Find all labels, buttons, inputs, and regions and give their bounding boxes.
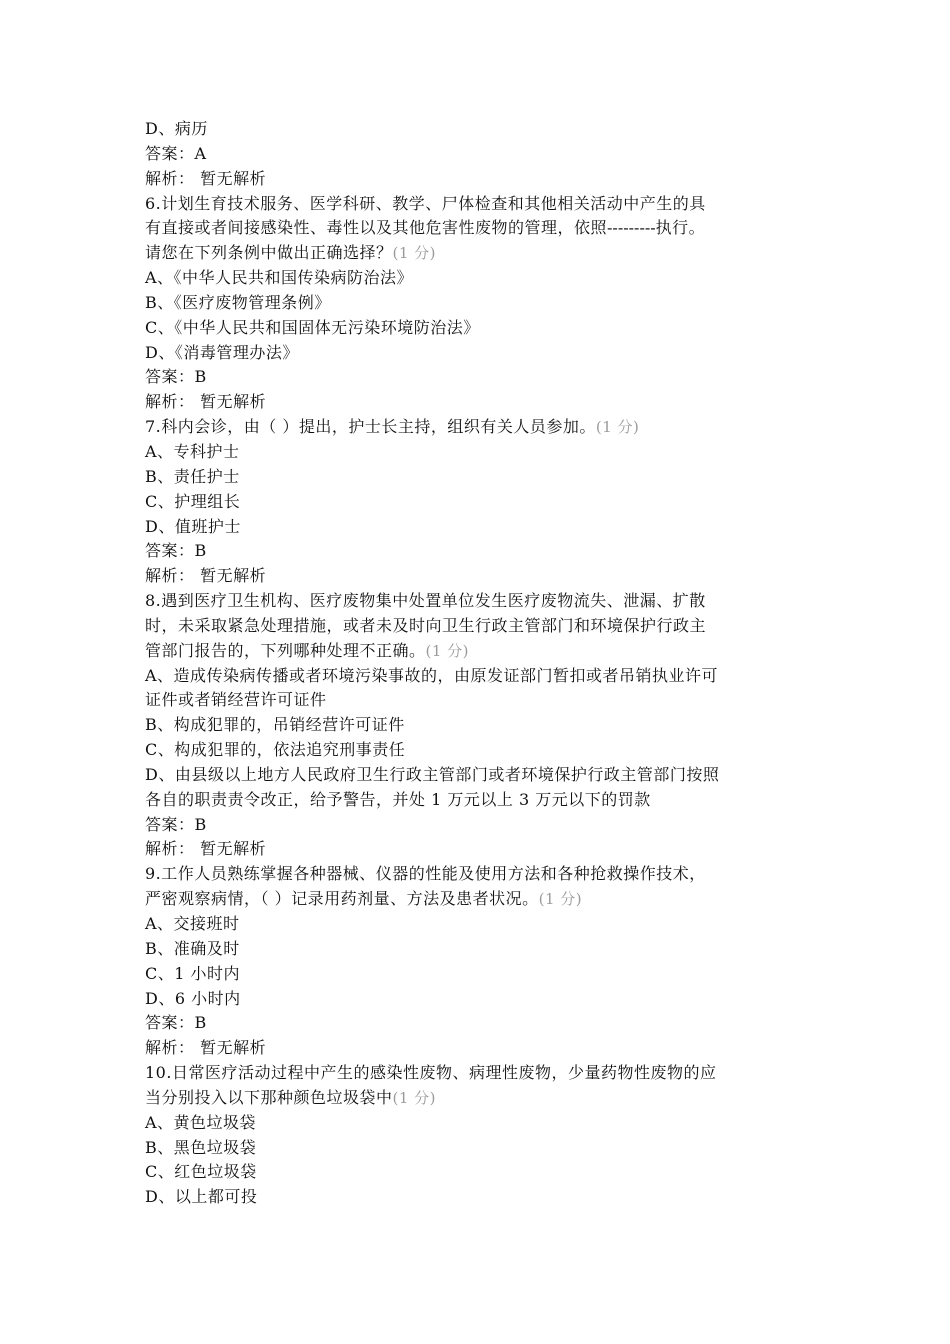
q8-score: (1 分) [425, 641, 470, 660]
q8-option-d-line2: 各自的职责责令改正，给予警告，并处 1 万元以上 3 万元以下的罚款 [145, 789, 651, 809]
q7-answer: 答案：B [145, 541, 207, 561]
q9-option-d: D、6 小时内 [145, 988, 241, 1008]
q8-stem-text3: 管部门报告的，下列哪种处理不正确。 [145, 640, 426, 660]
q6-stem-end: 执行。 [655, 218, 706, 238]
prev-answer: 答案：A [145, 143, 207, 163]
q10-option-a: A、黄色垃圾袋 [145, 1112, 257, 1132]
q10-stem-line1: 10.日常医疗活动过程中产生的感染性废物、病理性废物，少量药物性废物的应 [145, 1063, 717, 1083]
q7-stem [145, 415, 835, 440]
q9-stem-text2: 严密观察病情，（ ）记录用药剂量、方法及患者状况。 [145, 889, 539, 909]
q6-option-b: B、《医疗废物管理条例》 [145, 292, 331, 312]
q8-option-a-line1: A、造成传染病传播或者环境污染事故的，由原发证部门暂扣或者吊销执业许可 [145, 665, 719, 685]
q7-option-d: D、值班护士 [145, 516, 241, 536]
document-page [145, 117, 835, 1210]
q6-option-c: C、《中华人民共和国固体无污染环境防治法》 [145, 317, 480, 337]
q10-option-b: B、黑色垃圾袋 [145, 1137, 257, 1157]
q6-stem-text3: 请您在下列条例中做出正确选择？ [145, 243, 393, 263]
q9-option-c: C、1 小时内 [145, 963, 241, 983]
q7-score: (1 分) [595, 418, 640, 437]
q10-option-c: C、红色垃圾袋 [145, 1162, 257, 1182]
q8-option-a-line2: 证件或者销经营许可证件 [145, 690, 327, 710]
q9-option-a: A、交接班时 [145, 914, 240, 933]
q7-analysis: 解析： 暂无解析 [145, 566, 267, 586]
q8-answer: 答案：B [145, 814, 207, 834]
q8-stem-line3 [145, 639, 835, 664]
q8-analysis: 解析： 暂无解析 [145, 839, 267, 859]
q6-option-a: A、《中华人民共和国传染病防治法》 [145, 268, 414, 288]
q9-answer: 答案：B [145, 1013, 207, 1033]
q9-score: (1 分) [538, 890, 583, 909]
q8-stem-line2: 时，未采取紧急处理措施，或者未及时向卫生行政主管部门和环境保护行政主 [145, 615, 707, 635]
q10-stem-line2 [145, 1086, 835, 1111]
q9-option-b: B、准确及时 [145, 938, 240, 958]
q6-stem-line3 [145, 241, 835, 266]
q6-blank: --------- [607, 218, 656, 238]
q6-stem-line2 [145, 216, 835, 241]
q6-stem-line1: 6.计划生育技术服务、医学科研、教学、尸体检查和其他相关活动中产生的具 [145, 193, 706, 213]
q9-stem-line1: 9.工作人员熟练掌握各种器械、仪器的性能及使用方法和各种抢救操作技术， [145, 864, 706, 884]
q8-option-c: C、构成犯罪的，依法追究刑事责任 [145, 740, 406, 760]
q8-option-b: B、构成犯罪的，吊销经营许可证件 [145, 715, 405, 735]
q9-analysis: 解析： 暂无解析 [145, 1038, 267, 1058]
q10-score: (1 分) [392, 1088, 437, 1107]
q7-option-a: A、专科护士 [145, 441, 240, 461]
prev-analysis: 解析： 暂无解析 [145, 168, 267, 188]
q7-stem-text: 7.科内会诊，由（ ）提出，护士长主持，组织有关人员参加。 [145, 417, 596, 437]
q6-analysis: 解析： 暂无解析 [145, 392, 267, 412]
q6-score: (1 分) [392, 244, 437, 263]
q7-option-c: C、护理组长 [145, 491, 241, 511]
q6-option-d: D、《消毒管理办法》 [145, 342, 299, 362]
q7-option-b: B、责任护士 [145, 466, 240, 486]
q6-stem-text: 有直接或者间接感染性、毒性以及其他危害性废物的管理，依照 [145, 218, 608, 238]
q10-option-d: D、以上都可投 [145, 1187, 258, 1207]
q6-answer: 答案：B [145, 367, 207, 387]
q8-stem-line1: 8.遇到医疗卫生机构、医疗废物集中处置单位发生医疗废物流失、泄漏、扩散 [145, 591, 706, 611]
prev-option-d: D、病历 [145, 119, 208, 138]
q10-stem-text2: 当分别投入以下那种颜色垃圾袋中 [145, 1087, 393, 1107]
q9-stem-line2 [145, 887, 835, 912]
q8-option-d-line1: D、由县级以上地方人民政府卫生行政主管部门或者环境保护行政主管部门按照 [145, 764, 720, 784]
